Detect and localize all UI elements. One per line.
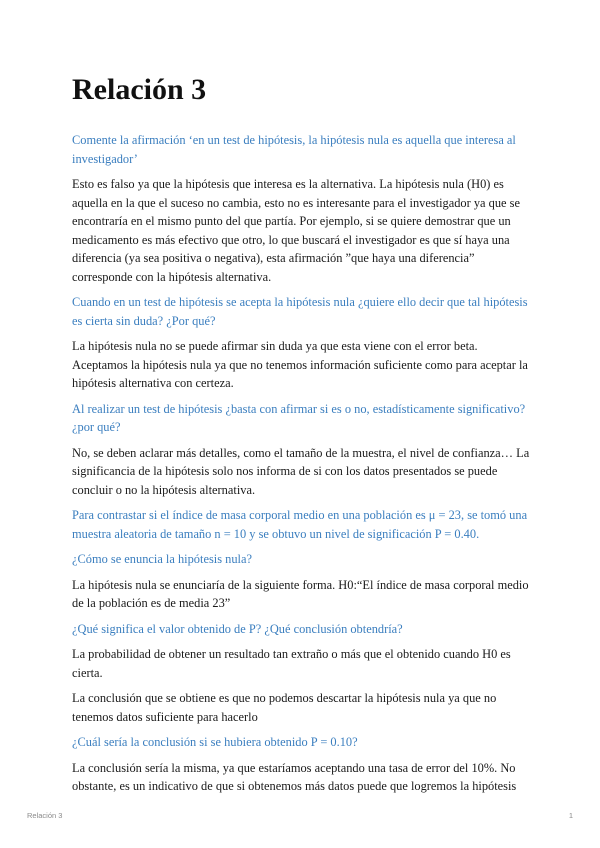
question-4: ¿Cómo se enuncia la hipótesis nula? [72, 552, 252, 566]
answer-1: Esto es falso ya que la hipótesis que interesa es la alternativa. La hipótesis nula (H0) es aquella en la que el suceso no cambia, esto no es interesante para el investigador ya que se encontraría en el mismo punto del que partía. Por ejemplo, si se quiere demostrar que un medicamento es más efectivo que otro, lo que buscará el investigador es que sí haya una diferencia (ya sea positiva o negativa), esta afirmación ”que haya una diferencia” corresponde con la hipótesis alternativa. [72, 177, 520, 284]
footer-title: Relación 3 [27, 811, 63, 820]
answer-5b: La conclusión que se obtiene es que no podemos descartar la hipótesis nula ya que no tenemos datos suficiente para hacerlo [72, 691, 497, 724]
question-5: ¿Qué significa el valor obtenido de P? ¿Qué conclusión obtendría? [72, 621, 403, 636]
answer-2: La hipótesis nula no se puede afirmar sin duda ya que esta viene con el error beta. Aceptamos la hipótesis nula ya que no tenemos información suficiente como para aceptar la hipótesis alternativa con certeza. [72, 339, 528, 390]
answer-3: No, se deben aclarar más detalles, como el tamaño de la muestra, el nivel de confianza… La significancia de la hipótesis solo nos informa de si con los datos presentados se puede concluir o no la hipótesis alternativa. [72, 445, 530, 497]
page-number: 1 [568, 811, 573, 820]
question-1: Comente la afirmación ‘en un test de hipótesis, la hipótesis nula es aquella que interesa al investigador’ [72, 133, 516, 166]
answer-5a: La probabilidad de obtener un resultado tan extraño o más que el obtenido cuando H0 es cierta. [72, 647, 511, 680]
document-body [72, 70, 532, 803]
answer-4: La hipótesis nula se enunciaría de la siguiente forma. H0:“El índice de masa corporal medio de la población es de media 23” [72, 577, 529, 610]
question-2: Cuando en un test de hipótesis se acepta la hipótesis nula ¿quiere ello decir que tal hipótesis es cierta sin duda? ¿Por qué? [72, 295, 528, 328]
page-footer [27, 811, 573, 820]
question-3: Al realizar un test de hipótesis ¿basta con afirmar si es o no, estadísticamente significativo? ¿por qué? [72, 401, 526, 434]
question-6: ¿Cuál sería la conclusión si se hubiera obtenido P = 0.10? [72, 735, 358, 749]
problem-statement: Para contrastar si el índice de masa corporal medio en una población es μ = 23, se tomó una muestra aleatoria de tamaño n = 10 y se obtuvo un nivel de significación P = 0.40. [72, 508, 528, 541]
page-title: Relación 3 [72, 73, 207, 106]
answer-6: La conclusión sería la misma, ya que estaríamos aceptando una tasa de error del 10%. No obstante, es un indicativo de que si obtenemos más datos puede que logremos la hipótesis [72, 760, 517, 793]
